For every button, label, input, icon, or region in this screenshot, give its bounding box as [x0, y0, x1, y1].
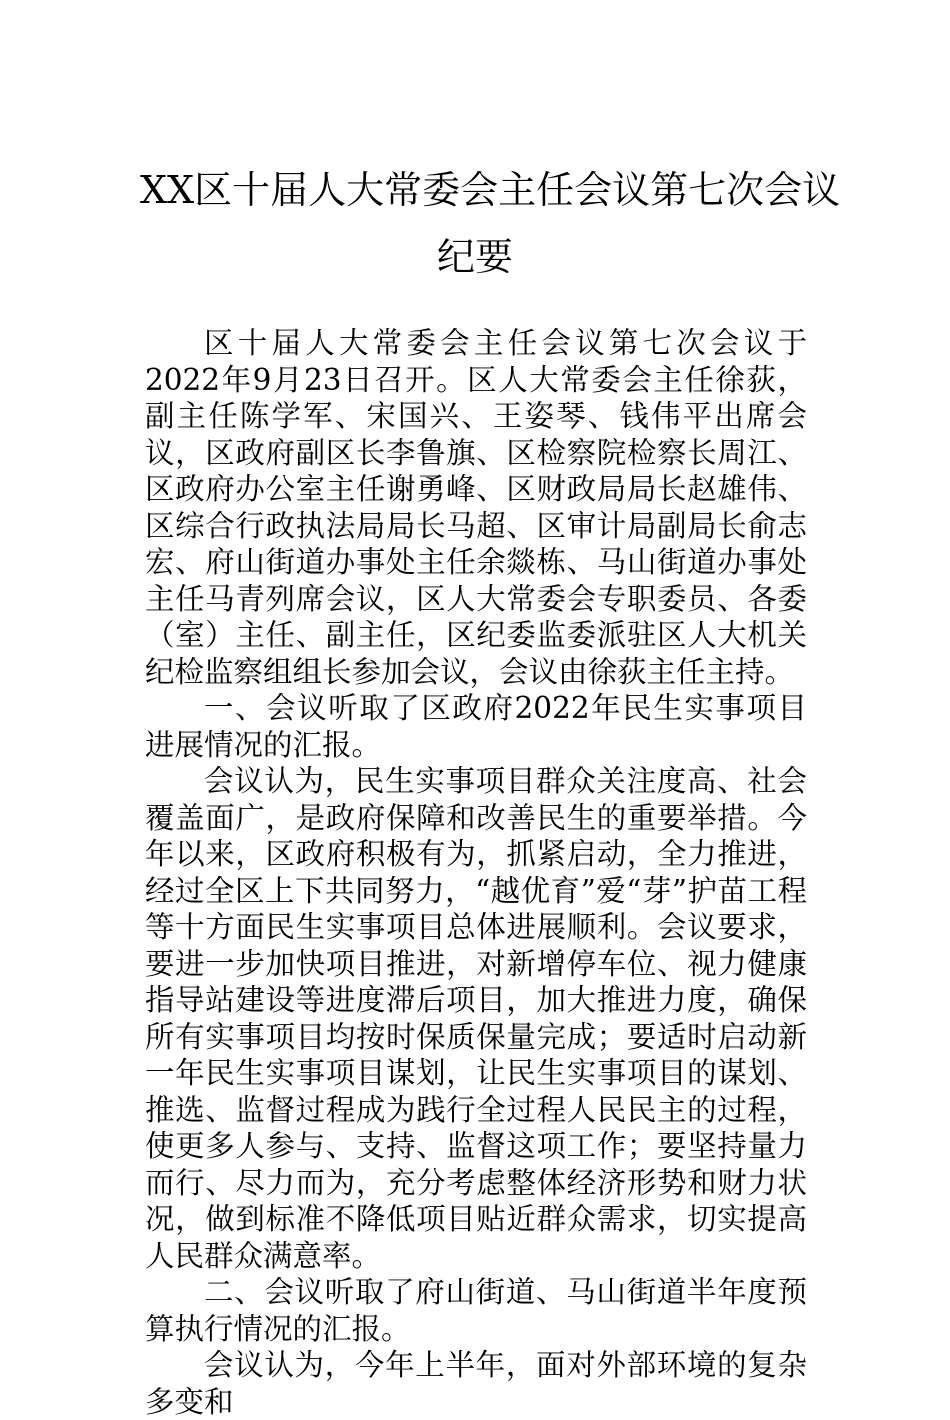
- paragraph-item-two: 二、会议听取了府山街道、马山街道半年度预算执行情况的汇报。: [145, 1275, 807, 1346]
- paragraph-item-one-detail: 会议认为，民生实事项目群众关注度高、社会覆盖面广，是政府保障和改善民生的重要举措。今年以来，区政府积极有为，抓紧启动，全力推进，经过全区上下共同努力，“越优育”爱“芽”护苗工程等十方面民生实事项目总体进展顺利。会议要求，要进一步加快项目推进，对新增停车位、视力健康指导站建设等进度滞后项目，加大推进力度，确保所有实事项目均按时保质保量完成；要适时启动新一年民生实事项目谋划，让民生实事项目的谋划、推选、监督过程成为践行全过程人民民主的过程，使更多人参与、支持、监督这项工作；要坚持量力而行、尽力而为，充分考虑整体经济形势和财力状况，做到标准不降低项目贴近群众需求，切实提高人民群众满意率。: [145, 764, 807, 1273]
- document-title-line-2: 纪要: [436, 235, 513, 279]
- document-title-line-1: XX区十届人大常委会主任会议第七次会议: [140, 168, 841, 212]
- document-body: [145, 325, 807, 1420]
- paragraph-item-two-detail: 会议认为，今年上半年，面对外部环境的复杂多变和: [145, 1348, 807, 1419]
- paragraph-attendance: 区十届人大常委会主任会议第七次会议于2022年9月23日召开。区人大常委会主任徐荻，副主任陈学军、宋国兴、王姿琴、钱伟平出席会议，区政府副区长李鲁旗、区检察院检察长周江、区政府办公室主任谢勇峰、区财政局局长赵雄伟、区综合行政执法局局长马超、区审计局副局长俞志宏、府山街道办事处主任余燚栋、马山街道办事处主任马青列席会议，区人大常委会专职委员、各委（室）主任、副主任，区纪委监委派驻区人大机关纪检监察组组长参加会议，会议由徐荻主任主持。: [145, 326, 807, 689]
- paragraph-item-one: 一、会议听取了区政府2022年民生实事项目进展情况的汇报。: [145, 691, 807, 762]
